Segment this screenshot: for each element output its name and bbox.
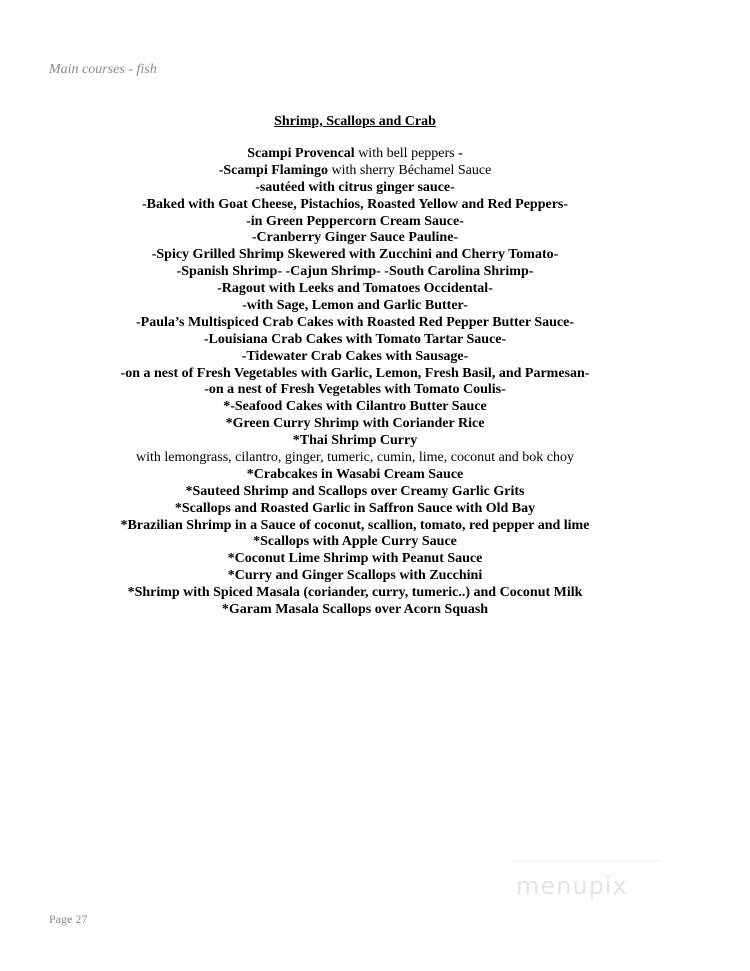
menu-item <box>0 298 710 315</box>
menu-item-name: *Scallops with Apple Curry Sauce <box>253 534 457 550</box>
menu-item <box>0 568 710 585</box>
menu-item-name: *-Seafood Cakes with Cilantro Butter Sauce <box>223 399 487 415</box>
menu-item <box>0 534 710 551</box>
menu-item-name: *Green Curry Shrimp with Coriander Rice <box>225 416 485 432</box>
menu-item <box>0 416 710 433</box>
menu-item-name: *Coconut Lime Shrimp with Peanut Sauce <box>227 551 483 567</box>
menu-item <box>0 366 710 383</box>
menu-item-name: -sautéed with citrus ginger sauce- <box>255 179 455 195</box>
menu-item <box>0 501 710 518</box>
menu-item-name: -Spicy Grilled Shrimp Skewered with Zucchini and Cherry Tomato- <box>151 247 559 263</box>
menu-item-name: *Garam Masala Scallops over Acorn Squash <box>221 602 489 618</box>
menu-item-name: -Ragout with Leeks and Tomatoes Occidental- <box>217 281 493 297</box>
menu-item-description: with bell peppers <box>354 146 455 161</box>
section-title: Shrimp, Scallops and Crab <box>274 114 436 129</box>
menu-item <box>0 180 710 197</box>
watermark-line <box>512 860 662 861</box>
menu-item <box>0 197 710 214</box>
menu-item <box>0 399 710 416</box>
menu-item <box>0 467 710 484</box>
menu-item <box>0 230 710 247</box>
menu-item <box>0 214 710 231</box>
menu-item-name: -Baked with Goat Cheese, Pistachios, Roasted Yellow and Red Peppers- <box>141 196 569 212</box>
menu-item <box>0 315 710 332</box>
menu-item <box>0 551 710 568</box>
menu-item <box>0 146 710 163</box>
menu-item-description: with lemongrass, cilantro, ginger, tumeric, cumin, lime, coconut and bok choy <box>136 450 574 466</box>
menu-item-name: *Brazilian Shrimp in a Sauce of coconut, scallion, tomato, red pepper and lime <box>120 517 590 533</box>
menu-item <box>0 382 710 399</box>
menu-item-name: *Crabcakes in Wasabi Cream Sauce <box>246 466 464 482</box>
menu-item-name: -with Sage, Lemon and Garlic Butter- <box>242 298 468 314</box>
page-number: Page 27 <box>49 912 88 926</box>
menu-item-list <box>0 146 710 619</box>
menu-item-name: *Shrimp with Spiced Masala (coriander, curry, tumeric..) and Coconut Milk <box>127 585 583 601</box>
menu-item-name: -Paula’s Multispiced Crab Cakes with Roasted Red Pepper Butter Sauce- <box>135 314 574 330</box>
menu-item-name: -on a nest of Fresh Vegetables with Garlic, Lemon, Fresh Basil, and Parmesan- <box>120 365 590 381</box>
menu-item <box>0 585 710 602</box>
menu-item <box>0 602 710 619</box>
menu-item-suffix: - <box>454 146 463 161</box>
menu-item <box>0 518 710 535</box>
menu-item-name: -Louisiana Crab Cakes with Tomato Tartar Sauce- <box>203 331 507 347</box>
page-header-category: Main courses - fish <box>49 62 157 77</box>
menu-item <box>0 349 710 366</box>
menu-item <box>0 332 710 349</box>
menu-item-name: -Cranberry Ginger Sauce Pauline- <box>251 230 459 246</box>
menu-item-name: -on a nest of Fresh Vegetables with Tomato Coulis- <box>204 382 506 398</box>
menu-item-name: -Tidewater Crab Cakes with Sausage- <box>241 348 469 364</box>
menu-item-name: *Thai Shrimp Curry <box>292 433 418 449</box>
menu-item <box>0 450 710 467</box>
menu-item-description: with sherry Béchamel Sauce <box>328 162 492 178</box>
menu-item-name: *Sauteed Shrimp and Scallops over Creamy Garlic Grits <box>185 483 525 499</box>
menu-item <box>0 281 710 298</box>
menu-item <box>0 247 710 264</box>
menu-item-name: Scampi Provencal <box>247 146 355 161</box>
menu-item <box>0 484 710 501</box>
menu-item-name: *Scallops and Roasted Garlic in Saffron Sauce with Old Bay <box>174 500 536 516</box>
menu-item-name: -Scampi Flamingo <box>218 162 328 178</box>
menu-item <box>0 264 710 281</box>
menu-item <box>0 433 710 450</box>
menupix-watermark-logo: menupix <box>516 872 628 900</box>
menu-item-name: -in Green Peppercorn Cream Sauce- <box>246 213 464 229</box>
menu-item-name: *Curry and Ginger Scallops with Zucchini <box>227 568 483 584</box>
menu-item <box>0 163 710 180</box>
menu-item-name: -Spanish Shrimp- -Cajun Shrimp- -South Carolina Shrimp- <box>176 264 534 280</box>
